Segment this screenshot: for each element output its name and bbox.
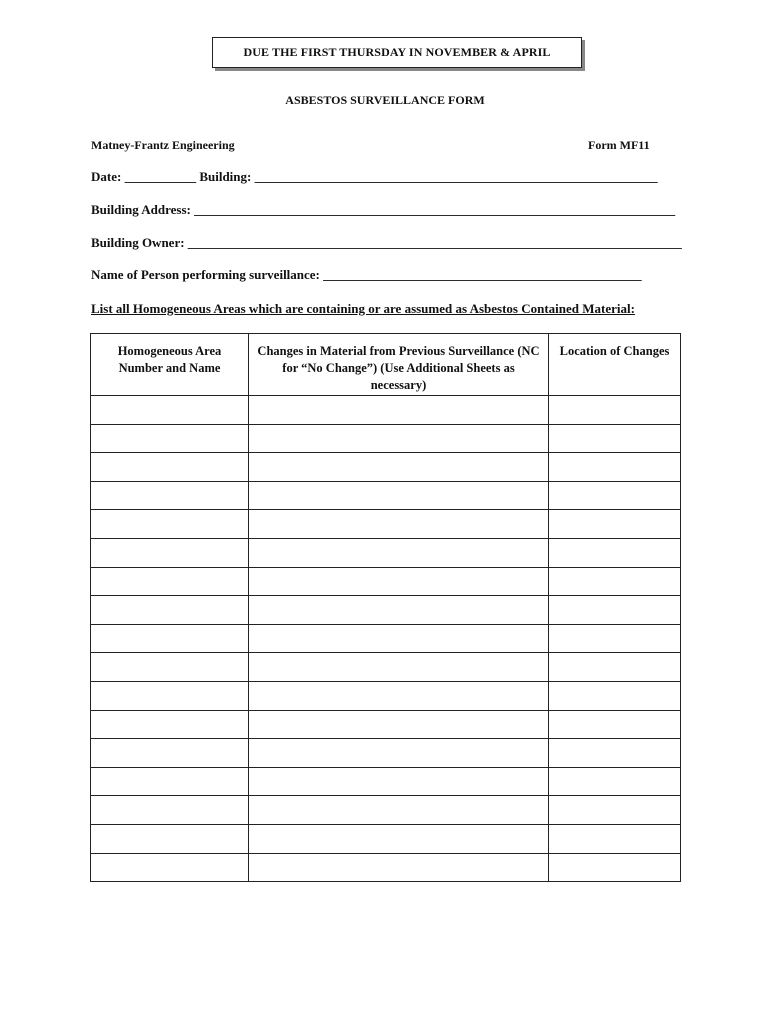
changes-cell[interactable] bbox=[249, 824, 549, 853]
due-date-notice bbox=[212, 37, 582, 68]
location-cell[interactable] bbox=[549, 653, 681, 682]
homogeneous-area-cell[interactable] bbox=[91, 767, 249, 796]
homogeneous-area-cell[interactable] bbox=[91, 681, 249, 710]
changes-cell[interactable] bbox=[249, 653, 549, 682]
table-row bbox=[91, 596, 681, 625]
table-row bbox=[91, 653, 681, 682]
header-location-of-changes bbox=[549, 334, 681, 396]
homogeneous-area-cell[interactable] bbox=[91, 796, 249, 825]
table-row bbox=[91, 567, 681, 596]
date-building-field[interactable]: Date: ___________ Building: ______________________________________________________________ bbox=[91, 169, 658, 184]
table-row bbox=[91, 767, 681, 796]
surveillance-table bbox=[90, 333, 681, 882]
location-cell[interactable] bbox=[549, 796, 681, 825]
location-cell[interactable] bbox=[549, 739, 681, 768]
building-address-field[interactable]: Building Address: __________________________________________________________________________ bbox=[91, 202, 676, 217]
homogeneous-area-cell[interactable] bbox=[91, 596, 249, 625]
homogeneous-area-cell[interactable] bbox=[91, 453, 249, 482]
building-owner-field[interactable]: Building Owner: ____________________________________________________________________________ bbox=[91, 235, 682, 250]
changes-cell[interactable] bbox=[249, 739, 549, 768]
header-changes-in-material bbox=[249, 334, 549, 396]
header-homogeneous-area bbox=[91, 334, 249, 396]
location-cell[interactable] bbox=[549, 453, 681, 482]
changes-cell[interactable] bbox=[249, 853, 549, 882]
list-instruction: List all Homogeneous Areas which are containing or are assumed as Asbestos Contained Material: bbox=[91, 301, 635, 316]
header-homogeneous-area-label: Homogeneous Area Number and Name bbox=[117, 344, 222, 375]
homogeneous-area-cell[interactable] bbox=[91, 653, 249, 682]
location-cell[interactable] bbox=[549, 681, 681, 710]
changes-cell[interactable] bbox=[249, 767, 549, 796]
table-row bbox=[91, 824, 681, 853]
homogeneous-area-cell[interactable] bbox=[91, 396, 249, 425]
table-header-row bbox=[91, 334, 681, 396]
location-cell[interactable] bbox=[549, 853, 681, 882]
location-cell[interactable] bbox=[549, 567, 681, 596]
table-row bbox=[91, 624, 681, 653]
header-changes-in-material-label: Changes in Material from Previous Surveillance (NC for “No Change”) (Use Additional Sheets as necessary) bbox=[257, 344, 540, 392]
table-row bbox=[91, 510, 681, 539]
homogeneous-area-cell[interactable] bbox=[91, 538, 249, 567]
changes-cell[interactable] bbox=[249, 453, 549, 482]
company-name: Matney-Frantz Engineering bbox=[91, 138, 235, 152]
location-cell[interactable] bbox=[549, 710, 681, 739]
location-cell[interactable] bbox=[549, 538, 681, 567]
changes-cell[interactable] bbox=[249, 624, 549, 653]
changes-cell[interactable] bbox=[249, 681, 549, 710]
due-date-notice-text: DUE THE FIRST THURSDAY IN NOVEMBER & APRIL bbox=[243, 45, 551, 59]
location-cell[interactable] bbox=[549, 596, 681, 625]
changes-cell[interactable] bbox=[249, 481, 549, 510]
table-row bbox=[91, 538, 681, 567]
table-row bbox=[91, 710, 681, 739]
table-row bbox=[91, 853, 681, 882]
table-row bbox=[91, 396, 681, 425]
location-cell[interactable] bbox=[549, 396, 681, 425]
location-cell[interactable] bbox=[549, 824, 681, 853]
changes-cell[interactable] bbox=[249, 538, 549, 567]
homogeneous-area-cell[interactable] bbox=[91, 567, 249, 596]
homogeneous-area-cell[interactable] bbox=[91, 739, 249, 768]
homogeneous-area-cell[interactable] bbox=[91, 710, 249, 739]
location-cell[interactable] bbox=[549, 767, 681, 796]
homogeneous-area-cell[interactable] bbox=[91, 853, 249, 882]
location-cell[interactable] bbox=[549, 510, 681, 539]
table-row bbox=[91, 453, 681, 482]
homogeneous-area-cell[interactable] bbox=[91, 424, 249, 453]
changes-cell[interactable] bbox=[249, 510, 549, 539]
form-title: ASBESTOS SURVEILLANCE FORM bbox=[285, 93, 485, 107]
homogeneous-area-cell[interactable] bbox=[91, 624, 249, 653]
table-body bbox=[91, 396, 681, 882]
changes-cell[interactable] bbox=[249, 567, 549, 596]
homogeneous-area-cell[interactable] bbox=[91, 510, 249, 539]
changes-cell[interactable] bbox=[249, 796, 549, 825]
person-performing-field[interactable]: Name of Person performing surveillance: _________________________________________________ bbox=[91, 267, 642, 282]
table-row bbox=[91, 424, 681, 453]
homogeneous-area-cell[interactable] bbox=[91, 824, 249, 853]
changes-cell[interactable] bbox=[249, 396, 549, 425]
location-cell[interactable] bbox=[549, 624, 681, 653]
table-row bbox=[91, 481, 681, 510]
table-row bbox=[91, 739, 681, 768]
location-cell[interactable] bbox=[549, 481, 681, 510]
changes-cell[interactable] bbox=[249, 596, 549, 625]
homogeneous-area-cell[interactable] bbox=[91, 481, 249, 510]
location-cell[interactable] bbox=[549, 424, 681, 453]
table-row bbox=[91, 681, 681, 710]
changes-cell[interactable] bbox=[249, 710, 549, 739]
header-location-of-changes-label: Location of Changes bbox=[559, 344, 670, 358]
form-number: Form MF11 bbox=[588, 138, 650, 152]
table-row bbox=[91, 796, 681, 825]
changes-cell[interactable] bbox=[249, 424, 549, 453]
